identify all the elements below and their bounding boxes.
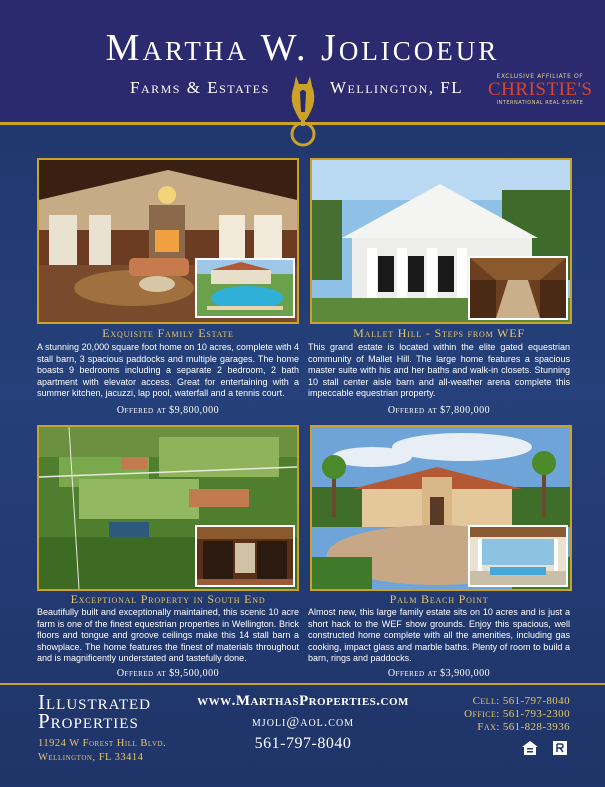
email-link[interactable]: mjoli@aol.com [251,715,355,730]
listing-3-price: Offered at $9,500,000 [116,668,220,679]
listing-3-title: Exceptional Property in South End [70,592,266,606]
listing-4-description: Almost new, this large family estate sits on 10 acres and is just a short hack to the WEF show grounds. Enjoy this spacious, well constructed home complete with all the amenities, including gas cooking, impact glass and marble baths. Plenty of room to build a barn, rings and paddocks. [308,607,570,664]
address-line-2: Wellington, FL 33414 [38,752,144,763]
listing-2-inset-barn-photo [468,256,568,320]
affiliate-top-text: EXCLUSIVE AFFILIATE OF [496,73,584,80]
listing-1-price: Offered at $9,800,000 [116,405,220,416]
christies-affiliate-logo [488,73,592,106]
listing-3-description: Beautifully built and exceptionally maintained, this scenic 10 acre farm is one of the finest equestrian properties in Wellington. Brick floors and tongue and groove ceilings make this 14 stall barn a showplace. The home features the finest of materials throughout and is magnificently understated and tastefully done. [37,607,299,664]
illustrated-properties-logo [38,690,151,733]
listing-2-photo [310,158,572,324]
footer [0,683,605,787]
listing-1-description: A stunning 20,000 square foot home on 10 acres, complete with 4 stall barn, 3 spacious paddocks and multiple garages. The home boasts 9 bedrooms including a separate 2 bedroom, 2 bath apartment with elevator access. Great for entertaining with a summer kitchen, jacuzzi, lap pool, waterfall and a tennis court. [37,342,299,399]
horse-head-logo-icon [286,72,320,152]
office-number: Office: 561-793-2300 [464,708,570,720]
listing-1-title: Exquisite Family Estate [102,326,234,340]
listing-3-inset-stable-photo [195,525,295,587]
subtitle-farms-estates: Farms & Estates [130,78,270,97]
agent-name: Martha W. Jolicoeur [105,27,500,69]
listing-1-photo [37,158,299,324]
listing-1-inset-pool-photo [195,258,295,318]
listing-2-description: This grand estate is located within the elite gated equestrian community of Mallet Hill. The large home features a spacious master suite with his and her baths and walk-in closets. Stunning 10 stall center aisle barn and all-weather arena complete this impeccable equestrian property. [308,342,570,399]
subtitle-location: Wellington, FL [330,78,464,97]
equal-housing-icon [522,741,538,755]
contact-numbers [430,695,570,734]
realtor-icon [553,741,567,755]
main-phone: 561-797-8040 [254,735,352,752]
website-link[interactable]: www.MarthasProperties.com [197,693,409,709]
fax-number: Fax: 561-828-3936 [477,721,570,733]
affiliate-brand: CHRISTIE'S [488,79,593,100]
listing-4-title: Palm Beach Point [389,592,489,606]
listing-4-inset-patio-photo [468,525,568,587]
address-line-1: 11924 W Forest Hill Blvd. [38,738,167,749]
affiliate-bottom-text: INTERNATIONAL REAL ESTATE [496,100,584,106]
listing-2-price: Offered at $7,800,000 [387,405,491,416]
cell-number: Cell: 561-797-8040 [472,695,570,707]
listing-4-price: Offered at $3,900,000 [387,668,491,679]
listing-2-title: Mallet Hill - Steps from WEF [353,326,525,340]
listing-4-photo [310,425,572,591]
listing-3-photo [37,425,299,591]
office-address [38,737,166,765]
brand-line-2: Properties [38,709,139,733]
brand-line-1: Illustrated [38,690,151,714]
